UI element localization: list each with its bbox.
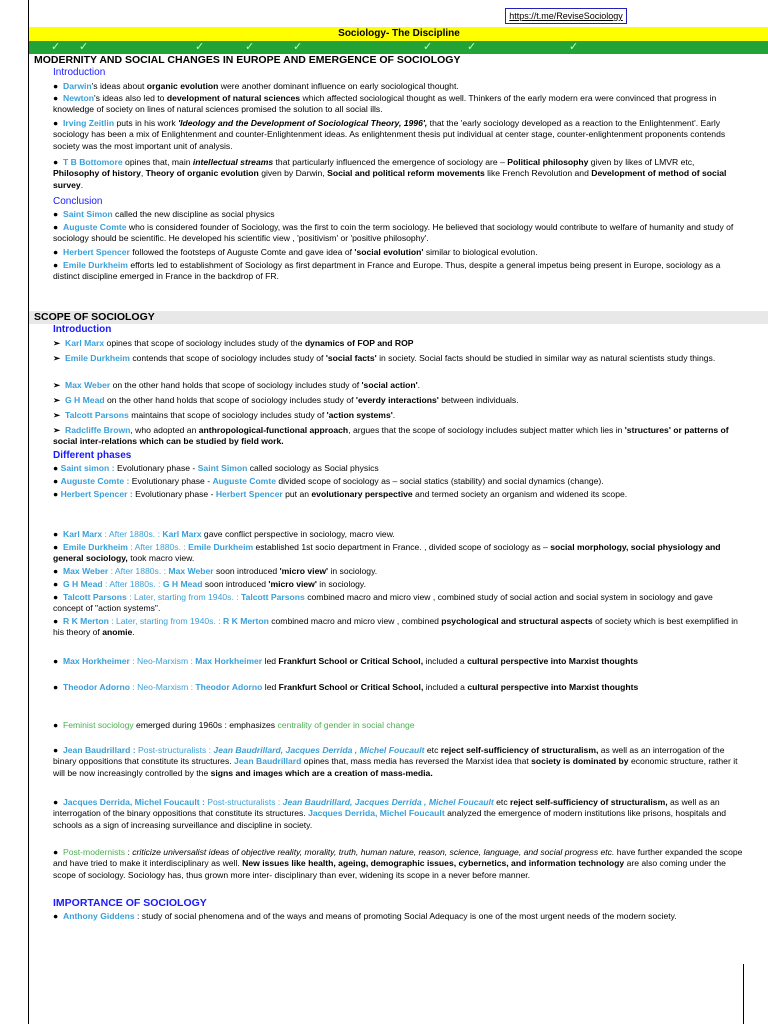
list-item: ● Herbert Spencer : Evolutionary phase - Herbert Spencer put an evolutionary perspective and termed society an organism and widened its scope. — [53, 489, 628, 499]
page-title: Sociology- The Discipline — [29, 27, 768, 41]
check-icon: ✓ — [245, 41, 255, 53]
list-item: ● Theodor Adorno : Neo-Marxism : Theodor Adorno led Frankfurt School or Critical School, included a cultural perspective into Marxist thoughts — [53, 682, 639, 692]
list-item: ● Karl Marx : After 1880s. : Karl Marx gave conflict perspective in sociology, macro view. — [53, 529, 395, 539]
check-icon: ✓ — [79, 41, 89, 53]
list-item: ● G H Mead : After 1880s. : G H Mead soon introduced 'micro view' in sociology. — [53, 579, 366, 589]
list-item: ➢ Talcott Parsons maintains that scope of sociology includes study of 'action systems'. — [53, 410, 396, 420]
list-item: ● Post-modernists : criticize universalist ideas of objective reality, morality, truth, human nature, reason, science, language, and social progress etc. have further expanded the scope and have tried to make it interdisciplinary as well. New issues like health, ageing, demographic issues, cybernetics, and information technology are also coming under the scope of sociology. Sociology has, thus grown more inter- disciplinary than ever, widening its scope in a never before manner. — [53, 847, 743, 880]
list-item: ● Emile Durkheim efforts led to establishment of Sociology as first department in France and Europe. Thus, despite a general impetus being present in Europe, sociology as a distinct discipline emerged in France in the backdrop of FR. — [53, 260, 721, 282]
subheading-introduction: Introduction — [53, 324, 112, 335]
subheading-different-phases: Different phases — [53, 450, 132, 461]
check-icon: ✓ — [51, 41, 61, 53]
list-item: ● Saint simon : Evolutionary phase - Saint Simon called sociology as Social physics — [53, 463, 379, 473]
list-item: ● Max Horkheimer : Neo-Marxism : Max Horkheimer led Frankfurt School or Critical School, included a cultural perspective into Marxist thoughts — [53, 656, 639, 666]
section-heading-importance: IMPORTANCE OF SOCIOLOGY — [53, 897, 207, 909]
list-item: ● Auguste Comte who is considered founder of Sociology, was the first to coin the term sociology. He believed that sociology would contribute to welfare of humanity and study of sociology should be scientific. He developed his scientific view , 'positivism' or 'positive philosophy'. — [53, 222, 734, 244]
list-item: ● Irving Zeitlin puts in his work 'Ideology and the Development of Sociological Theory, 1996', that the 'early sociology developed as a reaction to the Enlightenment'. Early sociology has been a mix of Enlightenment and counter-Enlightenment ideas. As enlightenment thesis put individual at center stage, counter-enlightenment proponents contends society was the most important unit of analysis. — [53, 118, 726, 151]
list-item: ● Darwin's ideas about organic evolution were another dominant influence on early sociological thought. — [53, 81, 459, 91]
list-item: ➢ G H Mead on the other hand holds that scope of sociology includes study of 'everdy interactions' between individuals. — [53, 395, 519, 405]
check-icon: ✓ — [293, 41, 303, 53]
list-item: ● R K Merton : Later, starting from 1940s. : R K Merton combined macro and micro view , combined psychological and structural aspects of society which is best exemplified in his theory of anomie. — [53, 616, 738, 638]
list-item: ● Herbert Spencer followed the footsteps of Auguste Comte and gave idea of 'social evolution' similar to biological evolution. — [53, 247, 538, 257]
list-item: ● Talcott Parsons : Later, starting from 1940s. : Talcott Parsons combined macro and micro view , combined study of social action and social system in sociology and gave concept of "action systems". — [53, 592, 713, 614]
list-item: ➢ Max Weber on the other hand holds that scope of sociology includes study of 'social action'. — [53, 380, 421, 390]
list-item: ➢ Emile Durkheim contends that scope of sociology includes study of 'social facts' in society. Social facts should be studied in similar way as natural scientists study things. — [53, 353, 716, 363]
check-icon: ✓ — [467, 41, 477, 53]
list-item: ➢ Radcliffe Brown, who adopted an anthropological-functional approach, argues that the scope of sociology includes subject matter which lies in 'structures' or patterns of social inter-relations which can be studied by field work. — [53, 425, 729, 447]
check-icon: ✓ — [195, 41, 205, 53]
telegram-link[interactable]: https://t.me/ReviseSociology — [505, 8, 627, 24]
subheading-introduction: Introduction — [53, 67, 106, 78]
section-heading-scope: SCOPE OF SOCIOLOGY — [34, 311, 155, 323]
list-item: ● Max Weber : After 1880s. : Max Weber soon introduced 'micro view' in sociology. — [53, 566, 378, 576]
list-item: ➢ Karl Marx opines that scope of sociology includes study of the dynamics of FOP and ROP — [53, 338, 414, 348]
right-border — [743, 964, 744, 1024]
check-icon: ✓ — [423, 41, 433, 53]
green-bar — [29, 41, 768, 54]
section-heading-modernity: MODERNITY AND SOCIAL CHANGES IN EUROPE AND EMERGENCE OF SOCIOLOGY — [34, 54, 461, 66]
list-item: ● Auguste Comte : Evolutionary phase - Auguste Comte divided scope of sociology as – social statics (stability) and social dynamics (change). — [53, 476, 604, 486]
list-item: ● T B Bottomore opines that, main intellectual streams that particularly influenced the emergence of sociology are – Political philosophy given by likes of LMVR etc, Philosophy of history, Theory of organic evolution given by Darwin, Social and political reform movements like French Revolution and Development of method of social survey. — [53, 157, 727, 190]
check-icon: ✓ — [569, 41, 579, 53]
list-item: ● Feminist sociology emerged during 1960s : emphasizes centrality of gender in social change — [53, 720, 415, 730]
subheading-conclusion: Conclusion — [53, 196, 103, 207]
document-page — [28, 0, 768, 1024]
list-item: ● Jean Baudrillard : Post-structuralists : Jean Baudrillard, Jacques Derrida , Michel Foucault etc reject self-sufficiency of structuralism, as well as an interrogation of the binary oppositions that constitute its structures. Jean Baudrillard opines that, mass media has reversed the Marxist idea that society is dominated by economic structure, rather it will be now increasingly controlled by the signs and images which are a creation of mass-media. — [53, 745, 738, 778]
list-item: ● Emile Durkheim : After 1880s. : Emile Durkheim established 1st socio department in France. , divided scope of sociology as – social morphology, social physiology and general sociology, took macro view. — [53, 542, 721, 564]
list-item: ● Anthony Giddens : study of social phenomena and of the ways and means of promoting Social Adequacy is one of the most urgent needs of the modern society. — [53, 911, 677, 921]
list-item: ● Jacques Derrida, Michel Foucault : Post-structuralists : Jean Baudrillard, Jacques Derrida , Michel Foucault etc reject self-sufficiency of structuralism, as well as an interrogation of the binary oppositions that constitute its structures. Jacques Derrida, Michel Foucault analyzed the emergence of modern institutions like prisons, hospitals and schools as a sign of increasing surveillance and discipline in society. — [53, 797, 727, 830]
list-item: ● Newton's ideas also led to development of natural sciences which affected sociological thought as well. Thinkers of the early modern era were convinced that progress in knowledge of society on lines of natural sciences promised the solution to all social ills. — [53, 93, 717, 115]
list-item: ● Saint Simon called the new discipline as social physics — [53, 209, 275, 219]
